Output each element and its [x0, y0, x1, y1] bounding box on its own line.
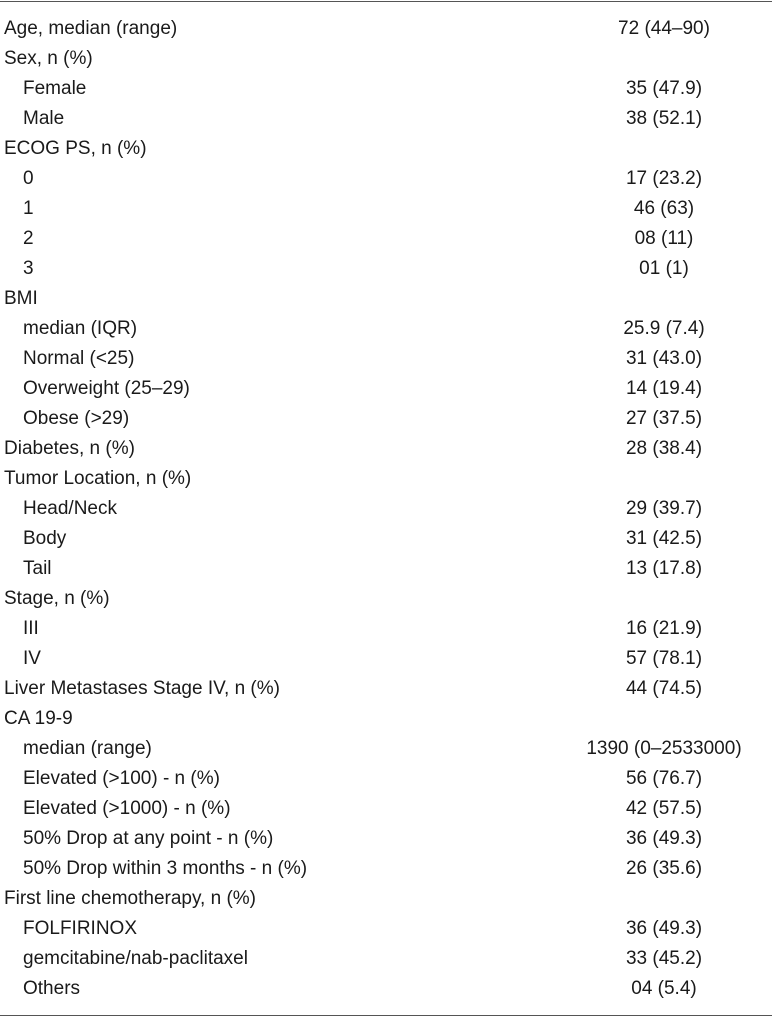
table-row	[0, 224, 772, 254]
table-row	[0, 14, 772, 44]
row-value: 01 (1)	[639, 258, 689, 279]
table-row	[0, 74, 772, 104]
table-body	[0, 14, 772, 1004]
row-sublabel: 1	[23, 198, 34, 219]
table-row	[0, 404, 772, 434]
table-row	[0, 164, 772, 194]
table-row	[0, 974, 772, 1004]
table-row	[0, 134, 772, 164]
row-value: 46 (63)	[633, 198, 695, 219]
row-sublabel: gemcitabine/nab-paclitaxel	[23, 948, 248, 969]
row-sublabel: FOLFIRINOX	[23, 918, 138, 939]
table-row	[0, 914, 772, 944]
table-row	[0, 794, 772, 824]
table-row	[0, 734, 772, 764]
row-value: 36 (49.3)	[625, 828, 703, 849]
row-value: 57 (78.1)	[625, 648, 703, 669]
row-sublabel: 0	[23, 168, 34, 189]
row-sublabel: 2	[23, 228, 34, 249]
row-sublabel: Head/Neck	[23, 498, 117, 519]
row-value: 17 (23.2)	[625, 168, 703, 189]
row-sublabel: median (IQR)	[23, 318, 138, 339]
table-row	[0, 314, 772, 344]
table-row	[0, 614, 772, 644]
table-bottom-rule	[0, 1015, 772, 1016]
row-value: 29 (39.7)	[625, 498, 703, 519]
row-sublabel: Overweight (25–29)	[23, 378, 190, 399]
row-sublabel: IV	[23, 648, 41, 669]
row-value: 56 (76.7)	[625, 768, 703, 789]
row-value: 26 (35.6)	[625, 858, 703, 879]
row-sublabel: Elevated (>100) - n (%)	[23, 768, 220, 789]
row-sublabel: 50% Drop at any point - n (%)	[23, 828, 274, 849]
table-row	[0, 44, 772, 74]
row-sublabel: median (range)	[23, 738, 152, 759]
row-sublabel: 50% Drop within 3 months - n (%)	[23, 858, 308, 879]
row-sublabel: Body	[23, 528, 67, 549]
table-row	[0, 764, 772, 794]
row-value: 72 (44–90)	[618, 18, 710, 39]
table-row	[0, 944, 772, 974]
table-row	[0, 884, 772, 914]
row-sublabel: Obese (>29)	[23, 408, 130, 429]
row-label: Liver Metastases Stage IV, n (%)	[4, 678, 280, 699]
row-label: First line chemotherapy, n (%)	[4, 888, 257, 909]
row-label: Diabetes, n (%)	[4, 438, 135, 459]
row-value: 13 (17.8)	[625, 558, 703, 579]
table-top-rule	[0, 1, 772, 2]
row-value: 14 (19.4)	[625, 378, 703, 399]
row-value: 38 (52.1)	[625, 108, 703, 129]
row-value: 35 (47.9)	[625, 78, 703, 99]
row-value: 04 (5.4)	[631, 978, 697, 999]
table-row	[0, 374, 772, 404]
row-label: Tumor Location, n (%)	[4, 468, 192, 489]
row-label: Sex, n (%)	[4, 48, 93, 69]
row-sublabel: Elevated (>1000) - n (%)	[23, 798, 231, 819]
table-row	[0, 854, 772, 884]
row-sublabel: Male	[23, 108, 65, 129]
row-sublabel: Female	[23, 78, 87, 99]
table-row	[0, 494, 772, 524]
row-value: 31 (43.0)	[625, 348, 703, 369]
row-label: CA 19-9	[4, 708, 73, 729]
row-sublabel: Tail	[23, 558, 52, 579]
row-value: 36 (49.3)	[625, 918, 703, 939]
row-value: 42 (57.5)	[625, 798, 703, 819]
row-value: 16 (21.9)	[625, 618, 703, 639]
table-row	[0, 584, 772, 614]
table-row	[0, 284, 772, 314]
row-label: ECOG PS, n (%)	[4, 138, 147, 159]
table-row	[0, 674, 772, 704]
row-value: 25.9 (7.4)	[623, 318, 705, 339]
row-value: 31 (42.5)	[625, 528, 703, 549]
table-row	[0, 104, 772, 134]
row-label: Age, median (range)	[4, 18, 178, 39]
row-value: 28 (38.4)	[625, 438, 703, 459]
table-row	[0, 434, 772, 464]
table-row	[0, 704, 772, 734]
row-value: 08 (11)	[634, 228, 694, 249]
table-row	[0, 254, 772, 284]
row-sublabel: III	[23, 618, 39, 639]
table-row	[0, 464, 772, 494]
table-row	[0, 344, 772, 374]
table-row	[0, 554, 772, 584]
row-sublabel: 3	[23, 258, 34, 279]
row-label: Stage, n (%)	[4, 588, 110, 609]
row-value: 27 (37.5)	[625, 408, 703, 429]
row-sublabel: Others	[23, 978, 81, 999]
row-value: 1390 (0–2533000)	[586, 738, 742, 759]
table-row	[0, 524, 772, 554]
row-label: BMI	[4, 288, 38, 309]
table-row	[0, 824, 772, 854]
row-sublabel: Normal (<25)	[23, 348, 135, 369]
table-row	[0, 194, 772, 224]
row-value: 33 (45.2)	[625, 948, 703, 969]
row-value: 44 (74.5)	[625, 678, 703, 699]
table-row	[0, 644, 772, 674]
